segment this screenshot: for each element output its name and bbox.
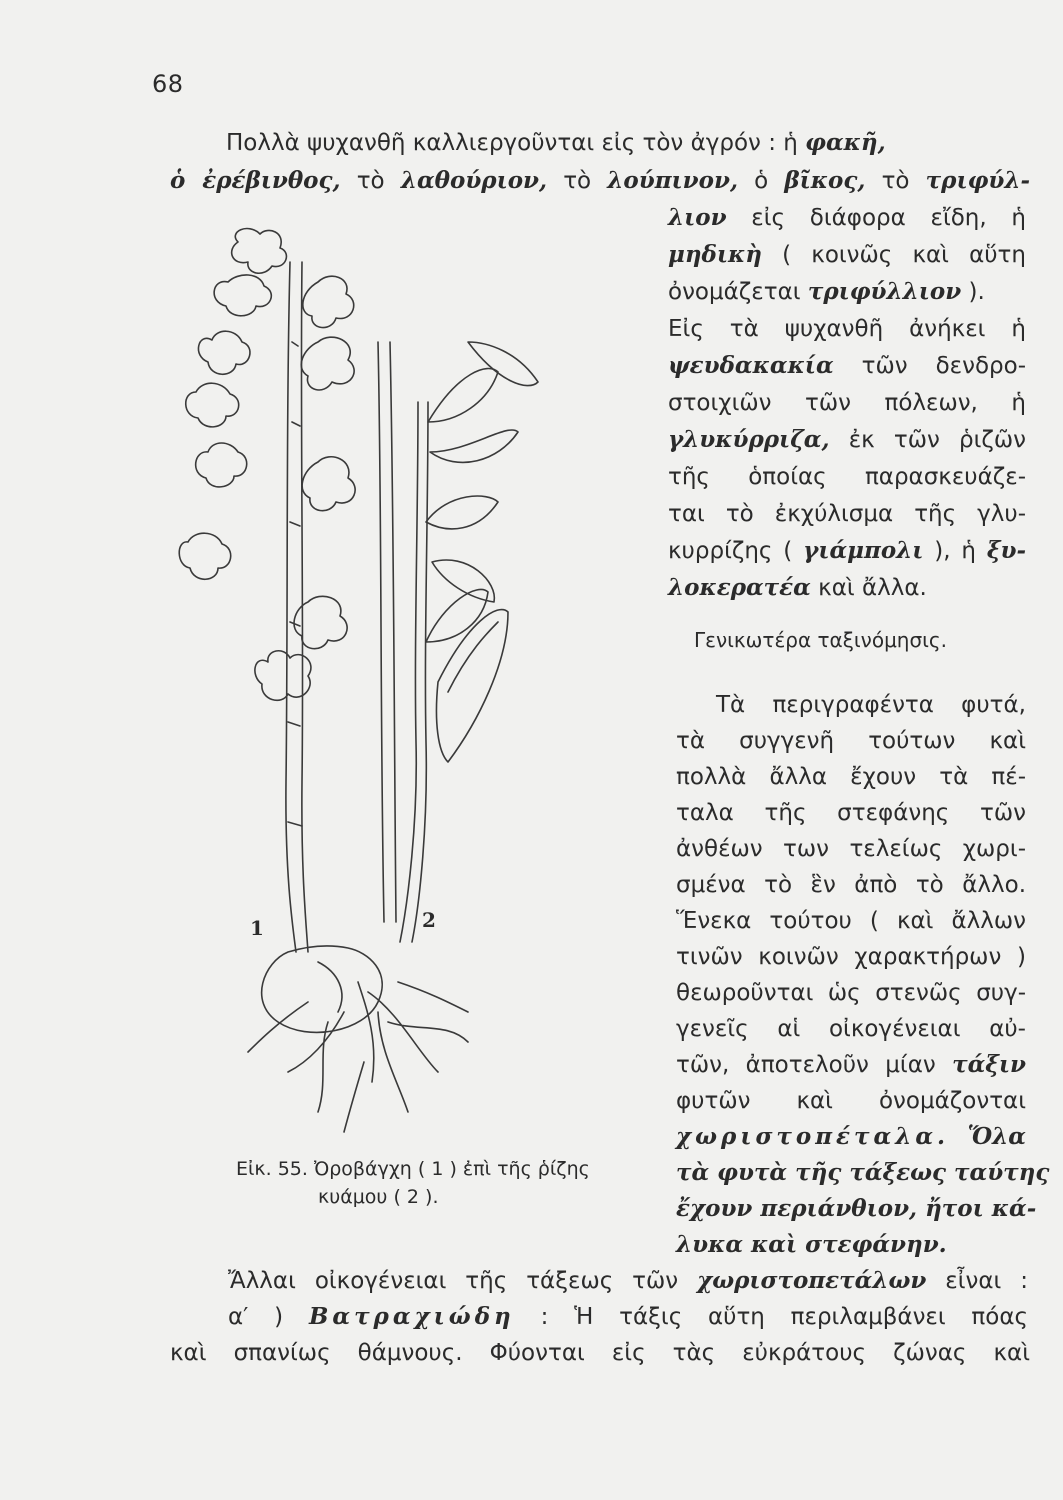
text-line: φυτῶν καὶ ὀνομάζονται (676, 1088, 1026, 1114)
text-line: ὁ ἐρέβινθος, τὸ λαθούριον, τὸ λούπινον, ὁ βῖκος, τὸ τριφύλ- (170, 167, 1031, 194)
text-line: σμένα τὸ ἓν ἀπὸ τὸ ἄλλο. (676, 872, 1026, 898)
term-mediki: μηδικὴ (668, 241, 762, 268)
text-line: λιον εἰς διάφορα εἴδη, ἡ (668, 204, 1026, 231)
text-line: Πολλὰ ψυχανθῆ καλλιεργοῦνται εἰς τὸν ἀγρόν : ἡ φακῆ, (226, 129, 886, 156)
term-vatrachiodi: Βατραχιώδη (308, 1303, 515, 1330)
text-line: ται τὸ ἐκχύλισμα τῆς γλυ- (668, 501, 1026, 527)
figure-caption: Εἰκ. 55. Ὀροβάγχη ( 1 ) ἐπὶ τῆς ῥίζης (236, 1158, 590, 1180)
term-erevinthos: ὁ ἐρέβινθος, (170, 167, 341, 194)
term-lathourion: λαθούριον, (400, 167, 548, 194)
text-line: τινῶν κοινῶν χαρακτήρων ) (676, 944, 1026, 970)
text-line: λοκερατέα καὶ ἄλλα. (668, 574, 927, 601)
term-giampoli: γιάμπολι (803, 537, 924, 564)
text-line: Τὰ περιγραφέντα φυτά, (716, 692, 1026, 718)
text-line: α′ ) Βατραχιώδη : Ἡ τάξις αὕτη περιλαμβάνει πόας (228, 1303, 1029, 1330)
text-line: γενεῖς αἱ οἰκογένειαι αὐ- (676, 1016, 1026, 1042)
text-line: γλυκύρριζα, ἐκ τῶν ῥιζῶν (668, 426, 1026, 453)
term-xylokeratea: λοκερατέα (668, 574, 811, 601)
figure-caption-line2: κυάμου ( 2 ). (318, 1186, 439, 1208)
text-line: κυρρίζης ( γιάμπολι ), ἡ ξυ- (668, 537, 1027, 564)
term-psevdakakia: ψευδακακία (668, 352, 834, 379)
term-choristopetala: χωριστοπέταλα. (676, 1123, 950, 1150)
page-number: 68 (152, 70, 184, 98)
term-faki: φακῆ, (805, 129, 886, 156)
text-line: Εἰς τὰ ψυχανθῆ ἀνήκει ἡ (668, 316, 1026, 342)
text-line: ὀνομάζεται τριφύλλιον ). (668, 278, 985, 305)
term-vikos: βῖκος, (784, 167, 866, 194)
text-line: τὰ φυτὰ τῆς τάξεως ταύτης (676, 1159, 1050, 1186)
term-trifyllion: τριφύλ- (925, 167, 1031, 194)
term-loupinon: λούπινον, (607, 167, 738, 194)
text-line: τὰ συγγενῆ τούτων καὶ (676, 728, 1026, 754)
text-line: στοιχιῶν τῶν πόλεων, ἡ (668, 390, 1026, 416)
term-taxin: τάξιν (952, 1051, 1026, 1078)
text-line: θεωροῦνται ὡς στενῶς συγ- (676, 980, 1026, 1006)
text-line: λυκα καὶ στεφάνην. (676, 1231, 947, 1258)
text-line: Ἄλλαι οἰκογένειαι τῆς τάξεως τῶν χωριστοπετάλων εἶναι : (228, 1267, 1028, 1294)
text-line: ἔχουν περιάνθιον, ἤτοι κά- (676, 1195, 1037, 1222)
text-line: ἀνθέων των τελείως χωρι- (676, 836, 1026, 862)
plant-illustration (168, 222, 648, 1162)
text-line: καὶ σπανίως θάμνους. Φύονται εἰς τὰς εὐκράτους ζώνας καὶ (170, 1340, 1030, 1366)
text-line: μηδικὴ ( κοινῶς καὶ αὕτη (668, 241, 1026, 268)
figure-label-2: 2 (422, 908, 436, 932)
text-line: χωριστοπέταλα. Ὅλα (676, 1123, 1026, 1150)
term-glykyrriza: γλυκύρριζα, (668, 426, 830, 453)
text-line: τῶν, ἀποτελοῦν μίαν τάξιν (676, 1051, 1026, 1078)
text-line: ψευδακακία τῶν δενδρο- (668, 352, 1026, 379)
term-choristopetalon: χωριστοπετάλων (697, 1267, 927, 1294)
text-line: Ἕνεκα τούτου ( καὶ ἄλλων (676, 908, 1026, 934)
figure-label-1: 1 (250, 916, 264, 940)
text-line: ταλα τῆς στεφάνης τῶν (676, 800, 1026, 826)
text-line: τῆς ὁποίας παρασκευάζε- (668, 464, 1026, 490)
section-heading: Γενικωτέρα ταξινόμησις. (694, 628, 948, 652)
text-line: πολλὰ ἄλλα ἔχουν τὰ πέ- (676, 764, 1026, 790)
